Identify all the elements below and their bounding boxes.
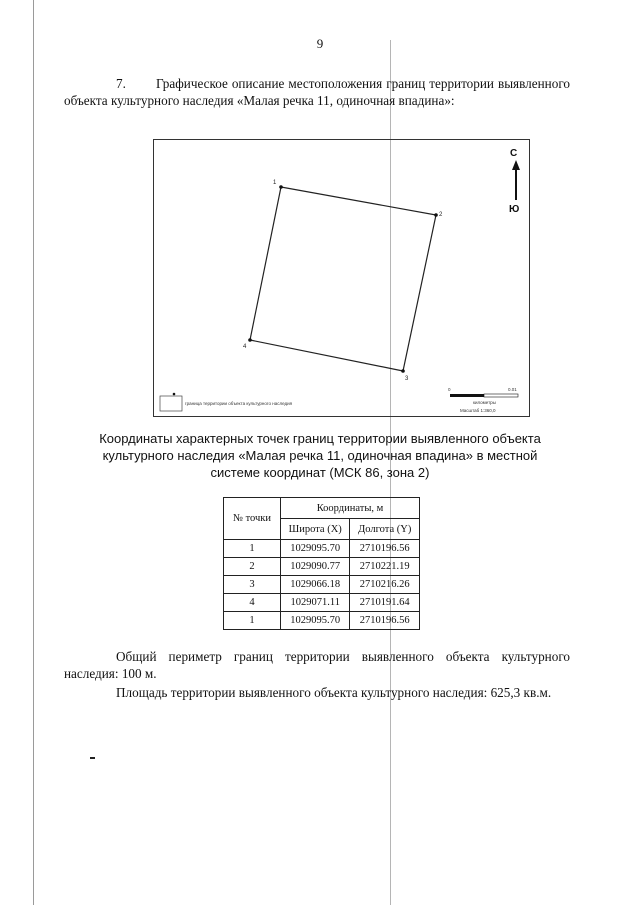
section-text: Графическое описание местоположения границ территории выявленного объекта культурного наследия «Малая речка 11, одиночная впадина»: — [64, 76, 570, 108]
cell-y: 2710196.56 — [350, 612, 420, 630]
table-row — [224, 612, 420, 630]
scale-end: 0.01 — [508, 387, 517, 392]
cell-y: 2710221.19 — [350, 558, 420, 576]
boundary-point-1 — [279, 185, 283, 189]
scale-bar — [450, 394, 518, 397]
point-label-1: 1 — [273, 180, 277, 186]
map-canvas — [154, 140, 531, 418]
scale-zero: 0 — [448, 387, 451, 392]
header-point: № точки — [224, 498, 281, 540]
page-number: 9 — [316, 36, 324, 51]
legend-text: граница территории объекта культурного наследия — [185, 401, 293, 406]
legend-marker-icon — [173, 393, 176, 396]
cell-point: 1 — [224, 540, 281, 558]
north-arrow-icon — [512, 160, 520, 200]
cell-point: 3 — [224, 576, 281, 594]
cell-x: 1029095.70 — [281, 540, 350, 558]
area-paragraph: Площадь территории выявленного объекта культурного наследия: 625,3 кв.м. — [116, 685, 552, 700]
coordinates-table — [223, 497, 420, 630]
section-number: 7. — [116, 76, 126, 91]
point-label-4: 4 — [243, 344, 247, 350]
scan-artifact-left-edge — [33, 0, 34, 905]
cell-point: 1 — [224, 612, 281, 630]
header-latitude: Широта (X) — [281, 519, 350, 540]
point-label-2: 2 — [439, 212, 443, 218]
scale-unit: километры — [473, 400, 496, 405]
header-longitude: Долгота (Y) — [350, 519, 420, 540]
boundary-point-4 — [248, 338, 252, 342]
scale-text: Масштаб 1:360,0 — [460, 408, 496, 413]
header-coordinates: Координаты, м — [281, 498, 420, 519]
table-row — [224, 540, 420, 558]
south-label: Ю — [509, 204, 520, 215]
table-row — [224, 594, 420, 612]
cell-point: 2 — [224, 558, 281, 576]
cell-y: 2710191.64 — [350, 594, 420, 612]
boundary-polygon — [250, 187, 436, 371]
cell-point: 4 — [224, 594, 281, 612]
cell-y: 2710196.56 — [350, 540, 420, 558]
legend-box — [160, 396, 182, 411]
table-row — [224, 558, 420, 576]
cell-x: 1029071.11 — [281, 594, 350, 612]
scan-artifact-dash — [90, 757, 95, 759]
boundary-map — [153, 139, 530, 417]
table-row — [224, 576, 420, 594]
cell-x: 1029066.18 — [281, 576, 350, 594]
section-paragraph — [64, 75, 570, 109]
cell-y: 2710216.26 — [350, 576, 420, 594]
point-label-3: 3 — [405, 376, 409, 382]
cell-x: 1029090.77 — [281, 558, 350, 576]
table-header-row — [224, 498, 420, 519]
boundary-point-2 — [434, 213, 438, 217]
cell-x: 1029095.70 — [281, 612, 350, 630]
perimeter-paragraph: Общий периметр границ территории выявленного объекта культурного наследия: 100 м. — [64, 649, 570, 681]
north-label: С — [510, 148, 518, 159]
boundary-point-3 — [401, 369, 405, 373]
coordinates-caption: Координаты характерных точек границ территории выявленного объекта культурного наследия «Малая речка 11, одиночная впадина» в местной системе координат (МСК 86, зона 2) — [99, 431, 541, 480]
